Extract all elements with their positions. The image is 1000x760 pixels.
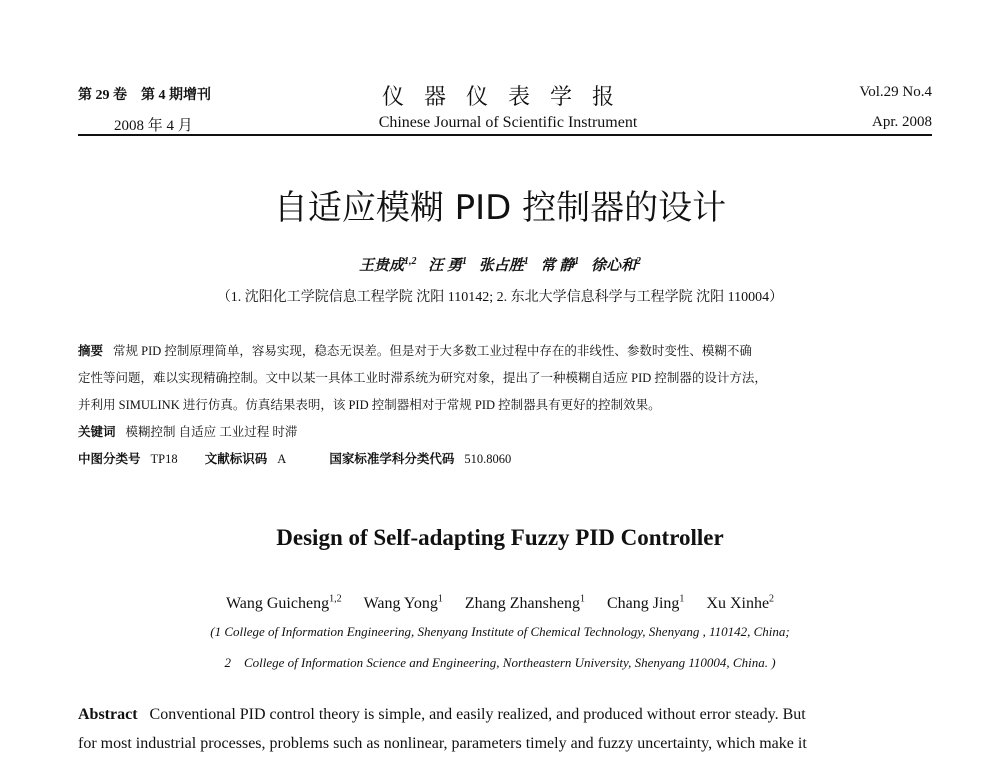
volume-issue-en: Vol.29 No.4 — [859, 84, 932, 100]
abstract-cn — [78, 338, 932, 473]
abstract-en — [78, 700, 938, 758]
header-rule — [78, 134, 932, 136]
abstract-cn-line: 定性等问题，难以实现精确控制。文中以某一具体工业时滞系统为研究对象，提出了一种模糊自适应 PID 控制器的设计方法， — [78, 371, 767, 385]
journal-name-cn: 仪器仪表学报 — [381, 84, 634, 109]
doc-code-label: 文献标识码 — [204, 452, 268, 466]
keywords-line — [78, 419, 932, 446]
affiliation-en-2: 2 College of Information Science and Engineering, Northeastern University, Shenyang 110004, China. ) — [224, 655, 776, 670]
authors-en — [0, 594, 1000, 613]
author-cn: 常 静$^1$ — [540, 256, 580, 274]
date-cn: 2008 年 4 月 — [114, 118, 193, 134]
author-en: Chang Jing$^1$ — [606, 594, 685, 613]
author-cn: 张占胜$^1$ — [478, 256, 529, 274]
journal-header — [78, 78, 932, 136]
std-code-label: 国家标准学科分类代码 — [329, 452, 455, 466]
author-cn: 徐心和$^2$ — [591, 256, 642, 274]
title-cn: 自适应模糊 PID 控制器的设计 — [273, 188, 727, 228]
date-en: Apr. 2008 — [872, 114, 932, 130]
author-en: Wang Guicheng$^{1,2}$ — [225, 594, 342, 613]
affiliation-cn: （1. 沈阳化工学院信息工程学院 沈阳 110142; 2. 东北大学信息科学与工程学院 沈阳 110004） — [216, 290, 784, 305]
abstract-en-line: for most industrial processes, problems such as nonlinear, parameters timely and fuzzy uncertainty, which make it — [78, 735, 807, 752]
authors-cn — [0, 254, 1000, 275]
author-en: Xu Xinhe$^2$ — [706, 594, 775, 613]
abstract-cn-line: 摘要 常规 PID 控制原理简单，容易实现，稳态无误差。但是对于大多数工业过程中存在的非线性、参数时变性、模糊不确 — [78, 344, 752, 358]
author-cn: 汪 勇$^1$ — [428, 256, 467, 274]
volume-issue-cn: 第 29 卷 第 4 期增刊 — [78, 88, 211, 103]
classification-line — [78, 446, 932, 473]
clc-label: 中图分类号 — [78, 452, 141, 466]
keywords: 模糊控制 自适应 工业过程 时滞 — [125, 425, 298, 439]
affiliation-en-1: (1 College of Information Engineering, Shenyang Institute of Chemical Technology, Shenyang , 110142, China; — [210, 624, 790, 639]
clc-value: TP18 — [150, 452, 178, 466]
abstract-label-en: Abstract — [78, 706, 138, 723]
std-code-value: 510.8060 — [464, 452, 512, 466]
keywords-label: 关键词 — [78, 425, 116, 439]
abstract-en-line: Abstract Conventional PID control theory is simple, and easily realized, and produced without error steady. But — [78, 706, 806, 723]
author-en: Wang Yong$^1$ — [363, 594, 443, 613]
author-cn: 王贵成$^{1,2}$ — [358, 256, 417, 274]
abstract-label-cn: 摘要 — [78, 344, 104, 358]
abstract-cn-line: 并利用 SIMULINK 进行仿真。仿真结果表明，该 PID 控制器相对于常规 PID 控制器具有更好的控制效果。 — [78, 398, 661, 412]
author-en: Zhang Zhansheng$^1$ — [464, 594, 585, 613]
journal-name-en: Chinese Journal of Scientific Instrument — [378, 114, 638, 131]
doc-code-value: A — [277, 452, 287, 466]
title-en: Design of Self-adapting Fuzzy PID Controller — [276, 525, 724, 550]
